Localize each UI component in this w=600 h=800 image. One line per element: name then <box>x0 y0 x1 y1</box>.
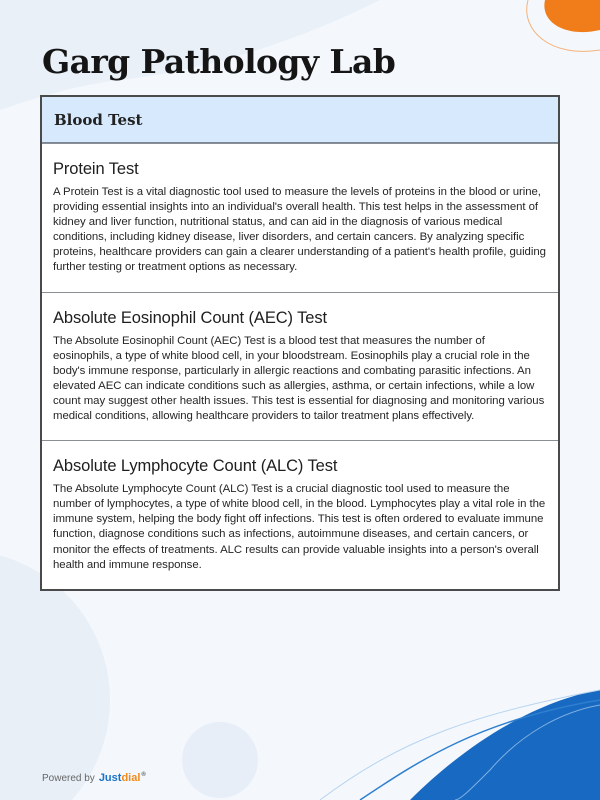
test-card <box>40 95 560 591</box>
section-protein-test <box>42 143 558 292</box>
powered-by-footer <box>42 772 146 784</box>
brand-part-dial: dial <box>121 772 141 784</box>
section-alc-test <box>42 440 558 589</box>
brand-part-just: Just <box>98 772 122 784</box>
section-description: The Absolute Eosinophil Count (AEC) Test is a blood test that measures the number of eosinophils, a type of white blood cell, in your bloodstream. Eosinophils play a crucial role in the body's immune response, particularly in allergic reactions and combating parasitic infections. An elevated AEC can indicate conditions such as allergies, asthma, or certain infections, while a low count may suggest other health issues. This test is essential for diagnosing and monitoring various medical conditions, allowing healthcare providers to tailor treatment plans effectively. <box>53 334 545 423</box>
powered-by-label: Powered by <box>42 773 95 784</box>
section-title: Absolute Eosinophil Count (AEC) Test <box>53 308 327 327</box>
section-description: The Absolute Lymphocyte Count (ALC) Test is a crucial diagnostic tool used to measure the number of lymphocytes, a type of white blood cell, in the blood. Lymphocytes play a vital role in the immune system, helping the body fight off infections. This test is often ordered to evaluate immune function, diagnose conditions such as infections, autoimmune diseases, and certain cancers, or monitor the effects of treatments. ALC results can provide valuable insights into a person's overall health and immune response. <box>53 483 546 571</box>
card-header: Blood Test <box>42 97 558 143</box>
section-title: Absolute Lymphocyte Count (ALC) Test <box>53 457 338 476</box>
section-title: Protein Test <box>53 160 139 178</box>
justdial-logo[interactable] <box>99 772 146 784</box>
brand-registered-mark: ® <box>141 772 146 779</box>
section-description: A Protein Test is a vital diagnostic tool used to measure the levels of proteins in the blood or urine, providing essential insights into an individual's overall health. This test helps in the assessment of kidney and liver function, nutritional status, and can aid in the diagnosis of various medical conditions, including kidney disease, liver disorders, and certain cancers. By analyzing specific proteins, healthcare providers can gain a clearer understanding of a patient's health profile, guiding further testing or treatment options as necessary. <box>53 186 546 274</box>
section-aec-test <box>42 292 558 441</box>
page-title: Garg Pathology Lab <box>42 42 396 81</box>
